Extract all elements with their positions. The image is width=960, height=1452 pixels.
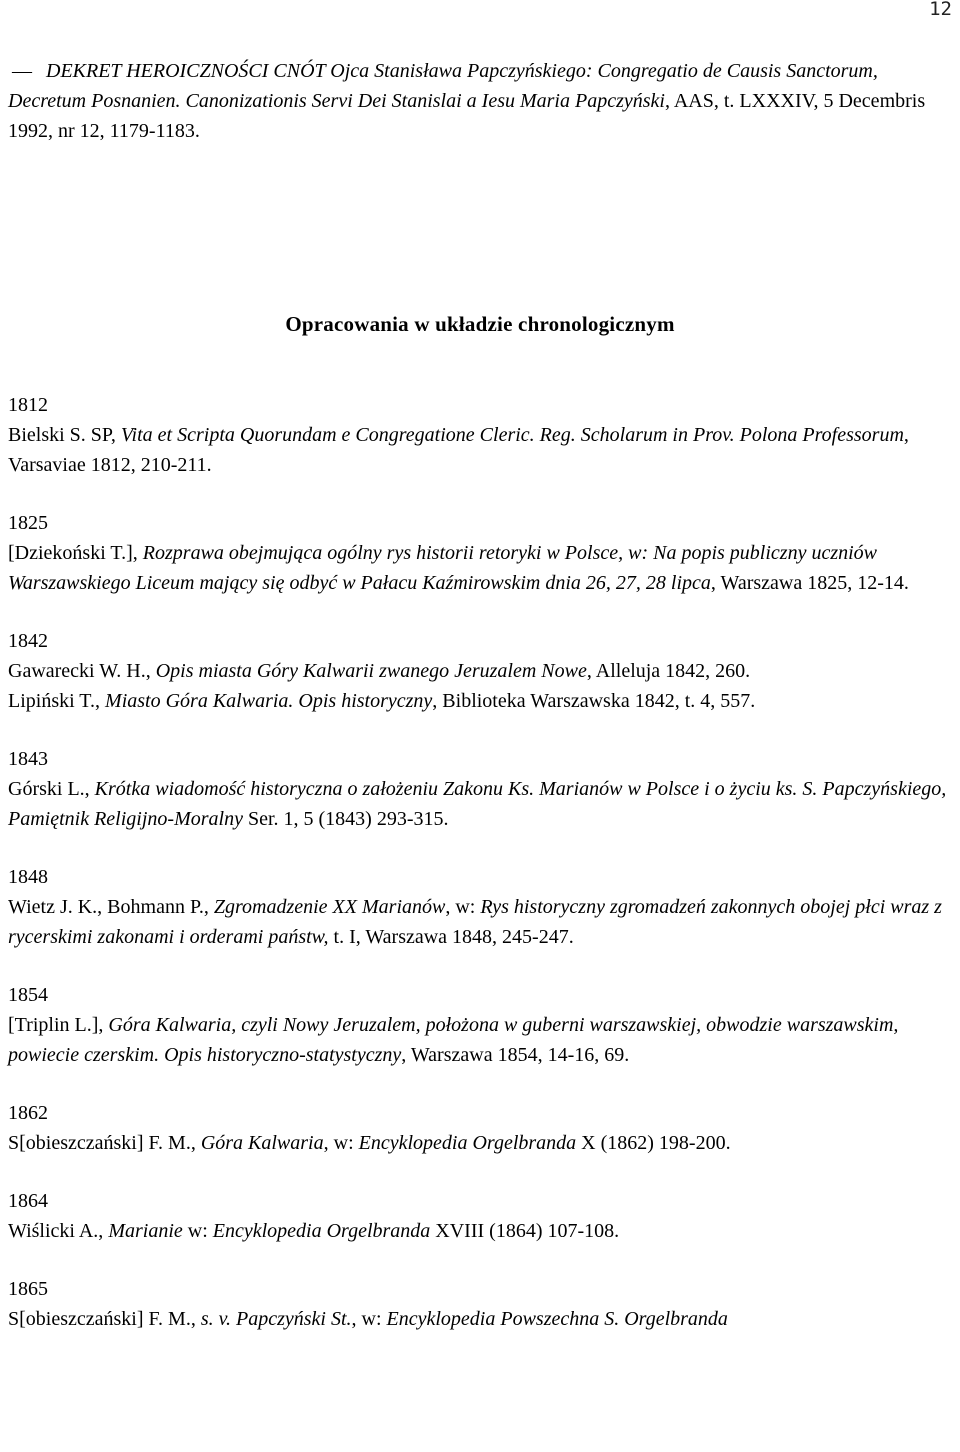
title-segment: Opis miasta Góry Kalwarii zwanego Jeruzalem Nowe: [155, 660, 587, 682]
year-label: 1862: [8, 1102, 48, 1124]
intro-entry: [8, 56, 952, 146]
title-segment: Rozprawa obejmująca ogólny rys historii retoryki w Polsce, w: Na popis publiczny uczniów Warszawskiego Liceum mający się odbyć w Pałacu Kaźmirowskim dnia 26, 27, 28 lipca: [8, 542, 878, 594]
year-label: 1842: [8, 630, 48, 652]
year-section: [8, 862, 952, 952]
bibliography-entry: [8, 1128, 952, 1158]
title-segment: Góra Kalwaria: [200, 1132, 324, 1154]
title-segment: s. v. Papczyński St.: [200, 1308, 352, 1330]
bibliography-entry: [8, 686, 952, 716]
title-segment: Góra Kalwaria, czyli Nowy Jeruzalem, położona w guberni warszawskiej, obwodzie warszawskim, powiecie czerskim. Opis historyczno-statystyczny: [8, 1014, 899, 1066]
text-segment: X (1862) 198-200.: [576, 1132, 731, 1154]
year-section: [8, 744, 952, 834]
text-segment: [Dziekoński T.],: [8, 542, 143, 564]
year-label: 1843: [8, 748, 48, 770]
text-segment: Gawarecki W. H.,: [8, 660, 156, 682]
text-segment: Wietz J. K., Bohmann P.,: [8, 896, 214, 918]
year-label: 1825: [8, 512, 48, 534]
text-segment: t. I, Warszawa 1848, 245-247.: [328, 926, 574, 948]
text-segment: , Warszawa 1825, 12-14.: [710, 572, 909, 594]
text-segment: Lipiński T.,: [8, 690, 106, 712]
title-segment: Encyklopedia Orgelbranda: [212, 1220, 431, 1242]
year-section: [8, 980, 952, 1070]
bibliography-entry: [8, 1304, 952, 1334]
text-segment: S[obieszczański] F. M.,: [8, 1132, 201, 1154]
section-heading: Opracowania w układzie chronologicznym: [285, 312, 675, 336]
title-segment: Vita et Scripta Quorundam e Congregatione Cleric. Reg. Scholarum in Prov. Polona Professorum: [120, 424, 904, 446]
bibliography-entry: [8, 1010, 952, 1070]
text-segment: Wiślicki A.,: [8, 1220, 109, 1242]
text-segment: Bielski S. SP,: [8, 424, 121, 446]
text-segment: , Warszawa 1854, 14-16, 69.: [401, 1044, 630, 1066]
bibliography-entry: [8, 892, 952, 952]
text-segment: , Varsaviae 1812, 210-211.: [8, 424, 909, 476]
year-label: 1854: [8, 984, 48, 1006]
text-segment: , w:: [445, 896, 481, 918]
text-segment: S[obieszczański] F. M.,: [8, 1308, 201, 1330]
title-segment: Miasto Góra Kalwaria. Opis historyczny: [105, 690, 433, 712]
em-dash: —: [12, 60, 32, 82]
year-section: [8, 1186, 952, 1246]
title-segment: Encyklopedia Powszechna S. Orgelbranda: [386, 1308, 728, 1330]
year-section: [8, 626, 952, 716]
document-body: [8, 56, 952, 1362]
year-label: 1848: [8, 866, 48, 888]
title-segment: Encyklopedia Orgelbranda: [358, 1132, 577, 1154]
intro-paragraph: [8, 56, 952, 146]
bibliography-entry: [8, 1216, 952, 1246]
year-label: 1864: [8, 1190, 48, 1212]
text-segment: Górski L.,: [8, 778, 95, 800]
title-segment: Rys historyczny zgromadzeń zakonnych obojej płci wraz z rycerskimi zakonami i orderami państw,: [8, 896, 942, 948]
text-segment: , Alleluja 1842, 260.: [586, 660, 751, 682]
title-segment: DEKRET HEROICZNOŚCI CNÓT Ojca Stanisława Papczyńskiego: Congregatio de Causis Sanctorum, Decretum Posnanien. Canonizationis Servi Dei Stanislai a Iesu Maria Papczyński: [8, 60, 878, 112]
bibliography-entry: [8, 774, 952, 834]
bibliography-entry: [8, 420, 952, 480]
year-section: [8, 390, 952, 480]
title-segment: Krótka wiadomość historyczna o założeniu Zakonu Ks. Marianów w Polsce i o życiu ks. S. Papczyńskiego, Pamiętnik Religijno-Moralny: [8, 778, 947, 830]
text-segment: , w:: [351, 1308, 387, 1330]
page-number: 12: [929, 0, 952, 20]
intro-text: [8, 60, 925, 142]
text-segment: XVIII (1864) 107-108.: [430, 1220, 620, 1242]
title-segment: Zgromadzenie XX Marianów: [213, 896, 446, 918]
text-segment: , AAS, t. LXXXIV, 5 Decembris 1992, nr 12, 1179-1183.: [8, 90, 926, 142]
bibliography-entry: [8, 538, 952, 598]
year-label: 1865: [8, 1278, 48, 1300]
text-segment: [Triplin L.],: [8, 1014, 109, 1036]
text-segment: w:: [182, 1220, 213, 1242]
year-label: 1812: [8, 394, 48, 416]
bibliography-entry: [8, 656, 952, 686]
text-segment: Ser. 1, 5 (1843) 293-315.: [242, 808, 449, 830]
year-section: [8, 1098, 952, 1158]
title-segment: Marianie: [108, 1220, 183, 1242]
text-segment: , w:: [323, 1132, 359, 1154]
year-section: [8, 508, 952, 598]
chronological-list: [8, 390, 952, 1334]
text-segment: , Biblioteka Warszawska 1842, t. 4, 557.: [432, 690, 756, 712]
year-section: [8, 1274, 952, 1334]
